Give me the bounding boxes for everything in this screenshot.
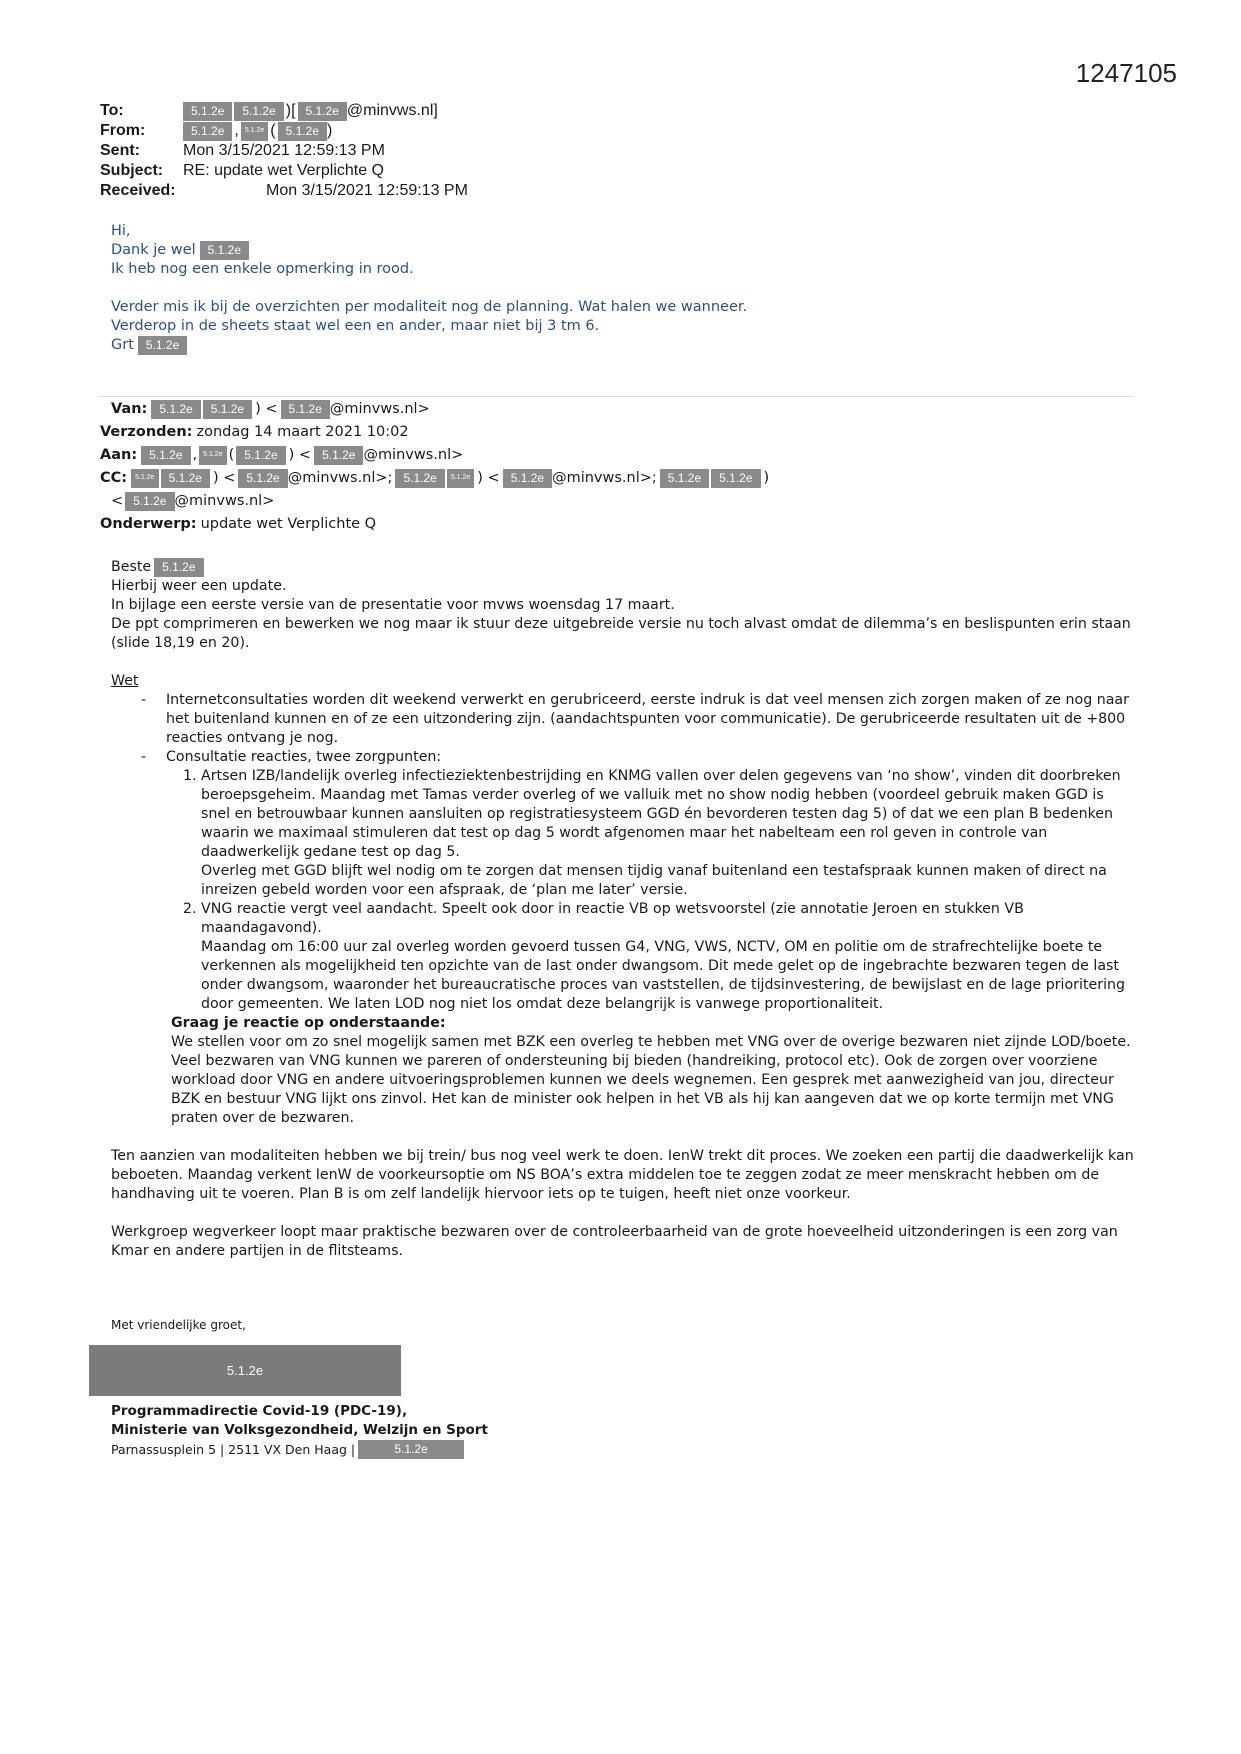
address-text: Parnassusplein 5 | 2511 VX Den Haag | xyxy=(111,1442,356,1457)
org-address xyxy=(111,1440,488,1459)
onderwerp-label: Onderwerp: xyxy=(100,516,197,532)
request-text: We stellen voor om zo snel mogelijk samen met BZK een overleg te hebben met VNG over de overige bezwaren niet zijnde LOD/boete. Veel bezwaren van VNG kunnen we pareren of ondersteuning bij bieden (handreiking, protocol etc). Ook de zorgen over voorziene workload door VNG en andere uitvoeringsproblemen kunnen we deels wegnemen. Een gesprek met aanwezigheid van jou, directeur BZK en bestuur VNG lijkt ons zinvol. Het kan de minister ook helpen in het VB als hij kan aangeven dat we op korte termijn met VNG praten over de bezwaren. xyxy=(171,1034,1131,1126)
redaction-box: 5.1.2e xyxy=(183,122,232,141)
redaction-box: 5.1.2e xyxy=(131,469,158,488)
redaction-box: 5.1.2e xyxy=(138,336,187,355)
cc-row-continued: < 5.1.2e @minvws.nl> xyxy=(100,490,769,513)
reply-line: Ik heb nog een enkele opmerking in rood. xyxy=(111,261,414,277)
reply-greeting: Grt xyxy=(111,337,134,353)
message-body xyxy=(111,558,1136,1261)
aan-row: Aan: 5.1.2e , 5.1.2e ( 5.1.2e ) < 5.1.2e @minvws.nl> xyxy=(100,444,769,467)
cc-label: CC: xyxy=(100,470,128,486)
redaction-box: 5.1.2e xyxy=(154,558,203,577)
redaction-box: 5.1.2e xyxy=(711,469,760,488)
onderwerp-value: update wet Verplichte Q xyxy=(200,516,377,532)
list-item: - Internetconsultaties worden dit weekend verwerkt en gerubriceerd, eerste indruk is dat veel mensen zich zorgen maken of ze nog naar het buitenland kunnen en of ze een uitzondering zijn. (aandachtspunten voor communicatie). De gerubriceerde resultaten uit de +800 reacties ontvang je nog. xyxy=(166,691,1136,748)
reply-line xyxy=(111,241,747,260)
redaction-box: 5.1.2e xyxy=(199,446,226,465)
sent-value: Mon 3/15/2021 12:59:13 PM xyxy=(183,142,385,159)
paragraph: De ppt comprimeren en bewerken we nog maar ik stuur deze uitgebreide versie nu toch alvast omdat de dilemma’s en beslispunten erin staan (slide 18,19 en 20). xyxy=(111,616,1131,651)
redaction-box: 5.1.2e xyxy=(503,469,552,488)
received-label: Received: xyxy=(100,182,176,199)
redaction-box: 5.1.2e xyxy=(200,241,249,260)
salutation xyxy=(111,558,1136,577)
received-value: Mon 3/15/2021 12:59:13 PM xyxy=(266,182,468,199)
cc-email: @minvws.nl> xyxy=(174,493,275,509)
email-header xyxy=(100,101,468,201)
salutation-text: Beste xyxy=(111,559,152,575)
reply-line: Hi, xyxy=(111,223,131,239)
subject-label: Subject: xyxy=(100,162,164,179)
verzonden-label: Verzonden: xyxy=(100,424,193,440)
header-received-row xyxy=(100,181,468,201)
paragraph: Werkgroep wegverkeer loopt maar praktische bezwaren over de controleerbaarheid van de grote hoeveelheid uitzonderingen is een zorg van Kmar en andere partijen in de flitsteams. xyxy=(111,1224,1118,1259)
list-item xyxy=(201,767,1136,900)
aan-email: @minvws.nl> xyxy=(363,447,464,463)
request-title: Graag je reactie op onderstaande: xyxy=(171,1015,446,1031)
to-label: To: xyxy=(100,102,124,119)
separator-line xyxy=(100,396,1132,397)
org-line: Programmadirectie Covid-19 (PDC-19), xyxy=(111,1403,408,1419)
redaction-box: 5.1.2e xyxy=(447,469,474,488)
cc-email: @minvws.nl>; xyxy=(552,470,657,486)
reply-line xyxy=(111,336,747,355)
verzonden-row xyxy=(100,421,769,444)
to-email: @minvws.nl] xyxy=(346,102,438,119)
section-heading: Wet xyxy=(111,673,139,689)
organisation-block xyxy=(111,1402,488,1459)
reply-thanks: Dank je wel xyxy=(111,242,196,258)
onderwerp-row xyxy=(100,513,769,536)
aan-label: Aan: xyxy=(100,447,138,463)
cc-row: CC: 5.1.2e 5.1.2e ) < 5.1.2e @minvws.nl>; 5.1.2e 5.1.2e ) < 5.1.2e @minvws.nl>; 5.1.2e 5.1.2e ) xyxy=(100,467,769,490)
redaction-box: 5.1.2e xyxy=(241,122,268,141)
list-item xyxy=(166,748,1136,1014)
dash-list xyxy=(111,691,1136,1014)
redaction-box: 5.1.2e xyxy=(660,469,709,488)
list-item-text: 2. VNG reactie vergt veel aandacht. Speelt ook door in reactie VB op wetsvoorstel (zie annotatie Jeroen en stukken VB maandagavond). xyxy=(201,901,1024,936)
org-line: Ministerie van Volksgezondheid, Welzijn en Sport xyxy=(111,1422,488,1438)
paragraph: In bijlage een eerste versie van de presentatie voor mvws woensdag 17 maart. xyxy=(111,597,675,613)
redaction-box: 5.1.2e xyxy=(238,469,287,488)
redaction-box: 5.1.2e xyxy=(314,446,363,465)
header-to-row: To: 5.1.2e 5.1.2e )[ 5.1.2e @minvws.nl] xyxy=(100,102,438,119)
from-label: From: xyxy=(100,122,146,139)
reply-line: Verder mis ik bij de overzichten per modaliteit nog de planning. Wat halen we wanneer. xyxy=(111,299,748,315)
redaction-box: 5.1.2e xyxy=(183,102,232,121)
redaction-box: 5.1.2e xyxy=(395,469,444,488)
redaction-box: 5.1.2e xyxy=(278,122,327,141)
reply-message xyxy=(111,222,747,355)
paragraph: Ten aanzien van modaliteiten hebben we bij trein/ bus nog veel werk te doen. IenW trekt dit proces. We zoeken een partij die daadwerkelijk kan beboeten. Maandag verkent IenW de voorkeursoptie om NS BOA’s extra middelen toe te zeggen zodat ze meer menskracht hebben om de handhaving uit te voeren. Plan B is om zelf landelijk hiervoor iets op te tuigen, heeft niet onze voorkeur. xyxy=(111,1148,1134,1202)
redaction-box: 5.1.2e xyxy=(281,400,330,419)
redaction-box: 5.1.2e xyxy=(151,400,200,419)
redaction-box: 5.1.2e xyxy=(298,102,347,121)
van-label: Van: xyxy=(111,401,148,417)
redaction-box: 5.1.2e xyxy=(141,446,190,465)
list-item-text: 1. Artsen IZB/landelijk overleg infectieziektenbestrijding en KNMG vallen over delen gegevens van ‘no show’, vinden dit doorbreken beroepsgeheim. Maandag met Tamas verder overleg of we valluik met no show nodig hebben (voordeel gebruik maken GGD is snel en betrouwbaar kunnen aansluiten op registratiesysteem GGD én bevorderen testen dag 5) of dat we een plan B bedenken waarin we maximaal stimuleren dat test op dag 5 wordt afgenomen maar het nabelteam een rol geven in controle van daadwerkelijk gedane test op dag 5. xyxy=(201,768,1121,860)
redaction-box: 5.1.2e xyxy=(161,469,210,488)
closing: Met vriendelijke groet, xyxy=(111,1318,246,1332)
redaction-box: 5.1.2e xyxy=(234,102,283,121)
van-email: @minvws.nl> xyxy=(329,401,430,417)
document-number: 1247105 xyxy=(1075,58,1177,88)
paragraph: Hierbij weer een update. xyxy=(111,578,287,594)
list-item-text: Overleg met GGD blijft wel nodig om te zorgen dat mensen tijdig vanaf buitenland een testafspraak kunnen maken of direct na inreizen gebeld worden voor een afspraak, de ‘plan me later’ versie. xyxy=(201,863,1107,898)
header-from-row: From: 5.1.2e , 5.1.2e ( 5.1.2e ) xyxy=(100,122,333,139)
forwarded-header xyxy=(100,398,769,536)
sent-label: Sent: xyxy=(100,142,140,159)
list-item-text: Consultatie reacties, twee zorgpunten: xyxy=(166,749,442,765)
redaction-box: 5.1.2e xyxy=(125,492,174,511)
list-item-text: Maandag om 16:00 uur zal overleg worden gevoerd tussen G4, VNG, VWS, NCTV, OM en politie om de strafrechtelijke boete te verkennen als mogelijkheid ten opzichte van de last onder dwangsom. Dit mede gelet op de ingebrachte bezwaren tegen de last onder dwangsom, waaronder het bureaucratische proces van vaststellen, de tijdsinvestering, de bewijslast en de lage prioritering door gemeenten. We laten LOD nog niet los omdat deze belangrijk is vanwege proportionaliteit. xyxy=(201,939,1126,1012)
request-block xyxy=(171,1014,1136,1128)
header-subject-row xyxy=(100,161,468,181)
verzonden-value: zondag 14 maart 2021 10:02 xyxy=(196,424,409,440)
list-item xyxy=(201,900,1136,1014)
redaction-box: 5.1.2e xyxy=(236,446,285,465)
cc-email: @minvws.nl>; xyxy=(287,470,393,486)
numbered-list xyxy=(166,767,1136,1014)
redaction-box: 5.1.2e xyxy=(203,400,252,419)
reply-line: Verderop in de sheets staat wel een en ander, maar niet bij 3 tm 6. xyxy=(111,318,600,334)
van-row: Van: 5.1.2e 5.1.2e ) < 5.1.2e @minvws.nl> xyxy=(100,398,769,421)
redaction-box: 5.1.2e xyxy=(358,1440,464,1459)
header-sent-row xyxy=(100,141,468,161)
subject-value: RE: update wet Verplichte Q xyxy=(183,162,384,179)
signature-redaction: 5.1.2e xyxy=(89,1345,401,1396)
